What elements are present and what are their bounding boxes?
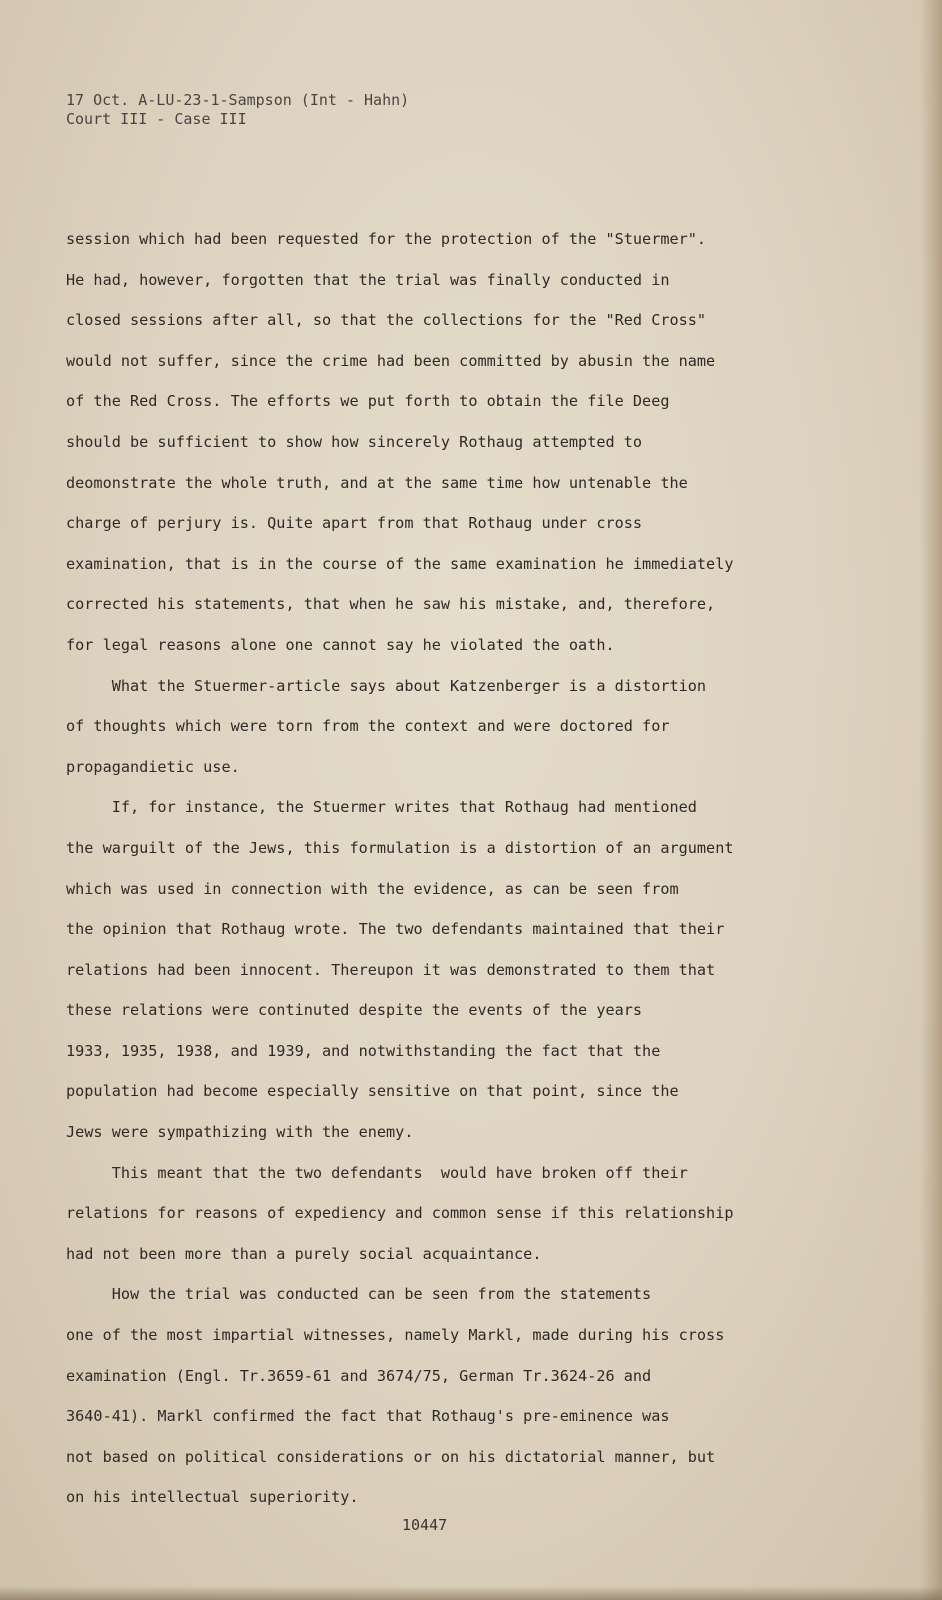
body-line: corrected his statements, that when he saw his mistake, and, therefore, xyxy=(66,595,716,614)
page-edge-shadow-right xyxy=(920,0,942,1600)
header-line-1: 17 Oct. A-LU-23-1-Sampson (Int - Hahn) xyxy=(66,91,410,109)
header-line-2: Court III - Case III xyxy=(66,110,247,128)
body-line: had not been more than a purely social acquaintance. xyxy=(66,1244,542,1263)
body-line: propagandietic use. xyxy=(66,757,240,776)
document-body xyxy=(66,219,866,1518)
body-line: these relations were continuted despite the events of the years xyxy=(66,1001,643,1020)
body-line: relations had been innocent. Thereupon it was demonstrated to them that xyxy=(66,960,716,979)
body-line: on his intellectual superiority. xyxy=(66,1488,359,1507)
body-line: If, for instance, the Stuermer writes that Rothaug had mentioned xyxy=(66,798,697,817)
body-line: the opinion that Rothaug wrote. The two defendants maintained that their xyxy=(66,920,725,939)
body-line: relations for reasons of expediency and common sense if this relationship xyxy=(66,1204,734,1223)
body-line: Jews were sympathizing with the enemy. xyxy=(66,1123,414,1142)
body-line: charge of perjury is. Quite apart from that Rothaug under cross xyxy=(66,514,643,533)
body-line: How the trial was conducted can be seen from the statements xyxy=(66,1285,652,1304)
body-line: This meant that the two defendants would have broken off their xyxy=(66,1163,688,1182)
body-line: 1933, 1935, 1938, and 1939, and notwithstanding the fact that the xyxy=(66,1041,661,1060)
body-line: deomonstrate the whole truth, and at the same time how untenable the xyxy=(66,473,688,492)
body-line: examination, that is in the course of the same examination he immediately xyxy=(66,554,734,573)
body-line: one of the most impartial witnesses, namely Markl, made during his cross xyxy=(66,1326,725,1345)
body-line: What the Stuermer-article says about Katzenberger is a distortion xyxy=(66,676,707,695)
body-line: of the Red Cross. The efforts we put forth to obtain the file Deeg xyxy=(66,392,670,411)
body-line: the warguilt of the Jews, this formulation is a distortion of an argument xyxy=(66,838,734,857)
body-line: would not suffer, since the crime had been committed by abusin the name xyxy=(66,351,716,370)
body-line: session which had been requested for the protection of the "Stuermer". xyxy=(66,230,707,248)
body-line: examination (Engl. Tr.3659-61 and 3674/75, German Tr.3624-26 and xyxy=(66,1366,652,1385)
body-line: not based on political considerations or on his dictatorial manner, but xyxy=(66,1447,716,1466)
body-line: for legal reasons alone one cannot say he violated the oath. xyxy=(66,635,615,654)
document-header xyxy=(66,91,409,129)
body-line: population had become especially sensitive on that point, since the xyxy=(66,1082,679,1101)
page-number: 10447 xyxy=(402,1516,448,1534)
body-line: He had, however, forgotten that the trial was finally conducted in xyxy=(66,270,670,289)
body-line: closed sessions after all, so that the collections for the "Red Cross" xyxy=(66,311,707,330)
body-line: which was used in connection with the evidence, as can be seen from xyxy=(66,879,679,898)
page-edge-shadow-bottom xyxy=(0,1586,942,1600)
body-line: 3640-41). Markl confirmed the fact that Rothaug's pre-eminence was xyxy=(66,1407,670,1426)
body-line: should be sufficient to show how sincerely Rothaug attempted to xyxy=(66,432,643,451)
body-line: of thoughts which were torn from the context and were doctored for xyxy=(66,717,670,736)
